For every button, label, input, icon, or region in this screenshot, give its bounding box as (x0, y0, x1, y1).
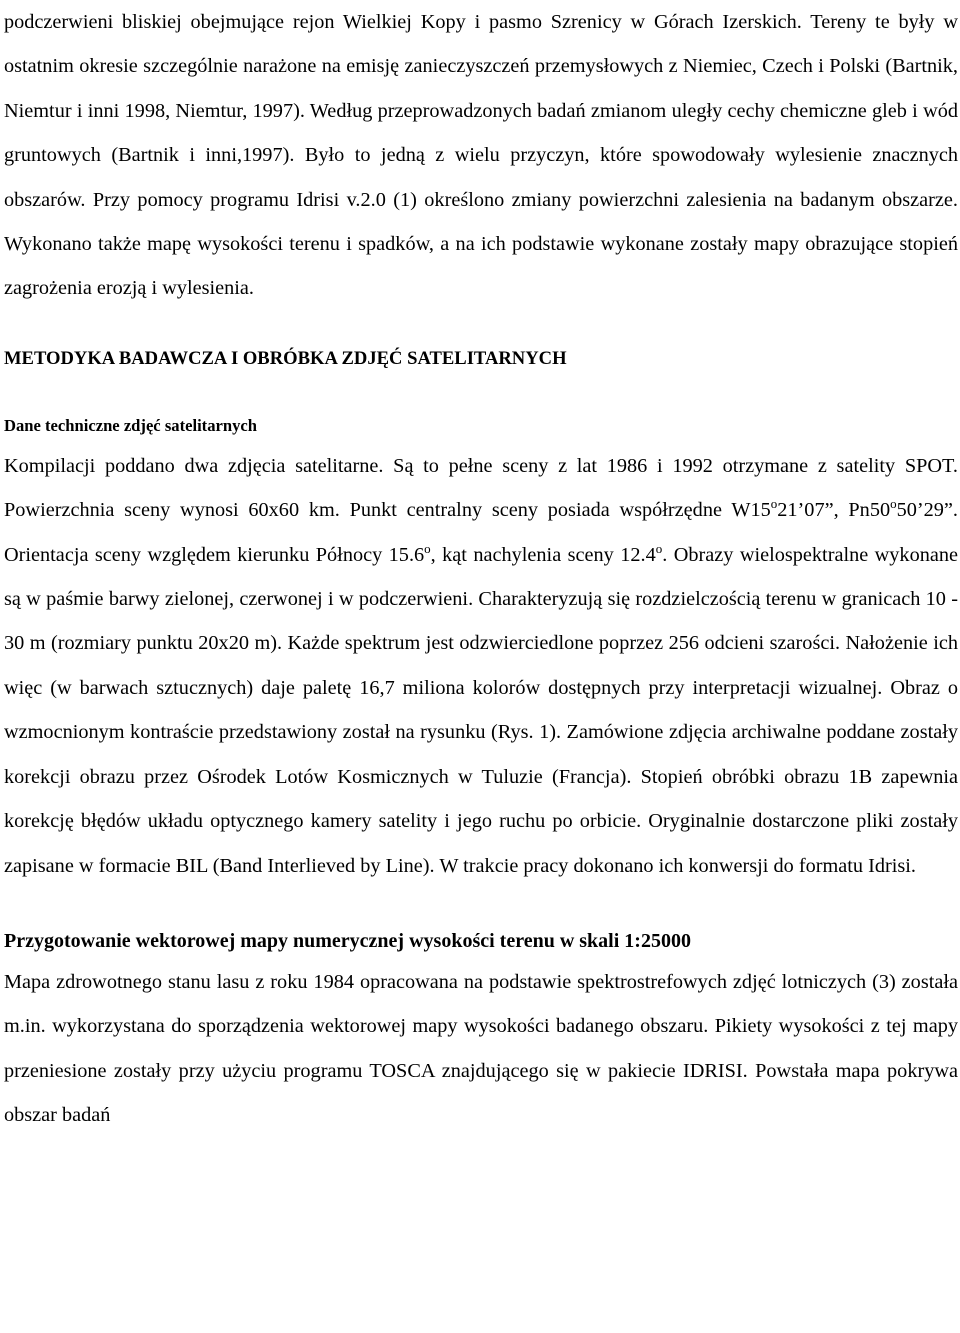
satellite-text-part-2: 21’07”, Pn50 (777, 499, 891, 522)
intro-paragraph: podczerwieni bliskiej obejmujące rejon Wielkiej Kopy i pasmo Szrenicy w Górach Izerskich. Tereny te były w ostatnim okresie szczególnie narażone na emisję zanieczyszczeń przemysłowych z Niemiec, Czech i Polski (Bartnik, Niemtur i inni 1998, Niemtur, 1997). Według przeprowadzonych badań zmianom uległy cechy chemiczne gleb i wód gruntowych (Bartnik i inni,1997). Było to jedną z wielu przyczyn, które spowodowały wylesienie znacznych obszarów. Przy pomocy programu Idrisi v.2.0 (1) określono zmiany powierzchni zalesienia na badanym obszarze. Wykonano także mapę wysokości terenu i spadków, a na ich podstawie wykonane zostały mapy obrazujące stopień zagrożenia erozją i wylesienia. (4, 11, 958, 300)
section-gap (4, 888, 958, 928)
satellite-text-part-4: , kąt nachylenia sceny 12.4 (430, 543, 656, 566)
subsection-heading: Dane techniczne zdjęć satelitarnych (4, 415, 257, 435)
vector-map-paragraph: Mapa zdrowotnego stanu lasu z roku 1984 opracowana na podstawie spektrostrefowych zdjęć lotniczych (3) została m.in. wykorzystana do sporządzenia wektorowej mapy wysokości badanego obszaru. Pikiety wysokości z tej mapy przeniesione zostały przy użyciu programu TOSCA znajdującego się w pakiecie IDRISI. Powstała mapa pokrywa obszar badań (4, 970, 958, 1127)
satellite-text-part-1: Kompilacji poddano dwa zdjęcia satelitarne. Są to pełne sceny z lat 1986 i 1992 otrzymane z satelity SPOT. Powierzchnia sceny wynosi 60x60 km. Punkt centralny sceny posiada współrzędne W15 (4, 454, 958, 522)
satellite-text-part-3: 50’29”. Orientacja sceny względem kierunku Północy 15.6 (4, 499, 958, 566)
heading-gap (4, 371, 958, 415)
satellite-data-paragraph (4, 444, 958, 888)
section-gap (4, 311, 958, 347)
degree-mark: o (424, 540, 431, 556)
subheading-gap (4, 437, 958, 444)
degree-mark: o (770, 496, 778, 512)
section-heading: METODYKA BADAWCZA I OBRÓBKA ZDJĘĆ SATELITARNYCH (4, 347, 567, 369)
vector-map-heading: Przygotowanie wektorowej mapy numerycznej wysokości terenu w skali 1:25000 (4, 929, 691, 952)
document-page (4, 0, 958, 1138)
degree-mark: o (890, 496, 897, 512)
degree-mark: o (655, 540, 663, 556)
satellite-text-part-5: . Obrazy wielospektralne wykonane są w paśmie barwy zielonej, czerwonej i w podczerwieni. Charakteryzują się rozdzielczością terenu w granicach 10 - 30 m (rozmiary punktu 20x20 m). Każde spektrum jest odzwierciedlone poprzez 256 odcieni szarości. Nałożenie ich więc (w barwach sztucznych) daje paletę 16,7 miliona kolorów dostępnych przy interpretacji wizualnej. Obraz o wzmocnionym kontraście przedstawiony został na rysunku (Rys. 1). Zamówione zdjęcia archiwalne poddane zostały korekcji obrazu przez Ośrodek Lotów Kosmicznych w Tuluzie (Francja). Stopień obróbki obrazu 1B zapewnia korekcję błędów układu optycznego kamery satelity i jego ruchu po orbicie. Oryginalnie dostarczone pliki zostały zapisane w formacie BIL (Band Interlieved by Line). W trakcie pracy dokonano ich konwersji do formatu Idrisi. (4, 543, 958, 877)
